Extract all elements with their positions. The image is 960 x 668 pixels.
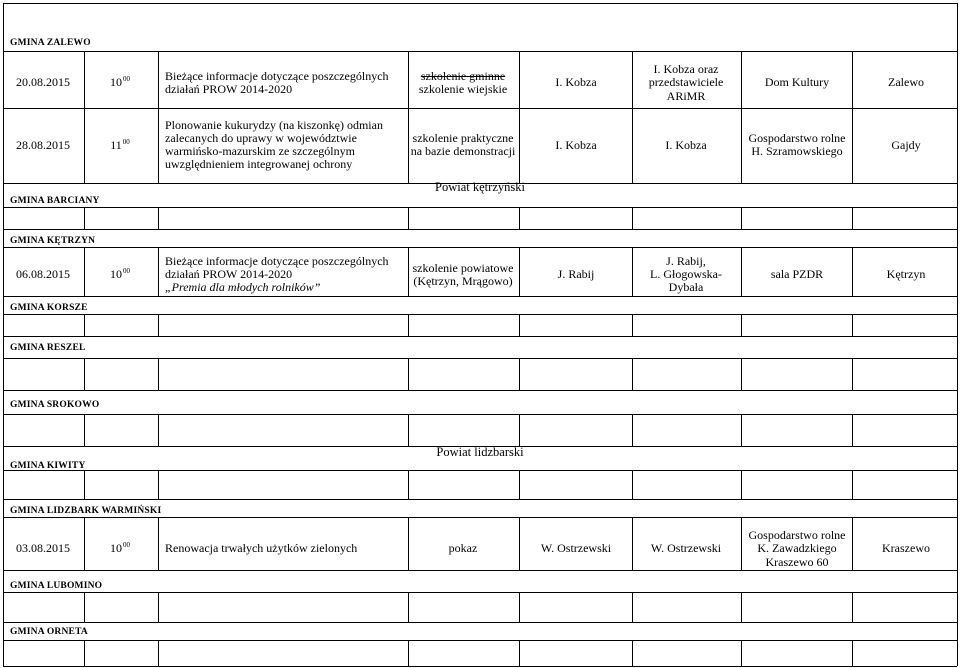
topic-line: warmińsko-mazurskim ze szczególnym (165, 144, 355, 158)
place-cell: Dom Kultury (764, 75, 830, 89)
section-header-barciany: GMINA BARCIANY (10, 196, 100, 206)
section-header-lidzbark: GMINA LIDZBARK WARMIŃSKI (10, 506, 162, 516)
section-header-srokowo: GMINA SROKOWO (10, 400, 100, 410)
lecturer-cell: W. Ostrzewski (650, 541, 722, 555)
form-line: szkolenie powiatowe (412, 261, 514, 275)
powiat-label-lidzbarski: Powiat lidzbarski (436, 445, 524, 459)
town-cell: Kętrzyn (886, 267, 926, 281)
powiat-label-ketrzynski: Powiat kętrzyński (435, 180, 525, 194)
form-cell: szkolenie wiejskie (418, 82, 508, 96)
topic-line: „Premia dla młodych rolników” (165, 280, 321, 294)
organizer-cell: J. Rabij (557, 267, 595, 281)
organizer-cell: I. Kobza (555, 138, 597, 152)
time-cell: $10^{00}$ (110, 267, 130, 281)
section-header-reszel: GMINA RESZEL (10, 343, 86, 353)
lecturer-line: L. Głogowska- (650, 267, 722, 281)
lecturer-line: J. Rabij, (666, 254, 706, 268)
topic-line: uwzględnieniem integrowanej ochrony (165, 157, 353, 171)
form-struck-cell: szkolenie gminne (420, 69, 506, 83)
form-line: (Kętrzyn, Mrągowo) (413, 274, 513, 288)
lecturer-line: ARiMR (666, 89, 706, 103)
place-line: H. Szramowskiego (751, 144, 843, 158)
section-header-orneta: GMINA ORNETA (10, 627, 88, 637)
organizer-cell: I. Kobza (555, 75, 597, 89)
section-header-lubomino: GMINA LUBOMINO (10, 581, 103, 591)
date-cell: 20.08.2015 (16, 75, 70, 89)
topic-cell: Renowacja trwałych użytków zielonych (165, 541, 358, 555)
place-line: Gospodarstwo rolne (748, 528, 846, 542)
place-line: Gospodarstwo rolne (748, 131, 846, 145)
lecturer-cell: I. Kobza (665, 138, 707, 152)
topic-line: działań PROW 2014-2020 (165, 267, 293, 281)
lecturer-line: I. Kobza oraz (653, 62, 719, 76)
topic-line: Bieżące informacje dotyczące poszczególnych (165, 254, 389, 268)
topic-line: zalecanych do uprawy w województwie (165, 131, 357, 145)
town-cell: Zalewo (888, 75, 924, 89)
date-cell: 06.08.2015 (16, 267, 70, 281)
place-line: K. Zawadzkiego (757, 541, 837, 555)
section-header-korsze: GMINA KORSZE (10, 303, 88, 313)
section-header-zalewo: GMINA ZALEWO (10, 38, 91, 48)
time-cell: $10^{00}$ (110, 75, 130, 89)
organizer-cell: W. Ostrzewski (540, 541, 612, 555)
topic-line: działań PROW 2014-2020 (165, 82, 293, 96)
topic-line: Plonowanie kukurydzy (na kiszonkę) odmian (165, 118, 383, 132)
form-line: szkolenie praktyczne (412, 131, 514, 145)
time-cell: $11^{00}$ (110, 138, 130, 152)
topic-line: Bieżące informacje dotyczące poszczególnych (165, 69, 389, 83)
section-header-ketrzyn: GMINA KĘTRZYN (10, 236, 96, 246)
section-header-kiwity: GMINA KIWITY (10, 461, 86, 471)
town-cell: Gajdy (891, 138, 921, 152)
date-cell: 28.08.2015 (16, 138, 70, 152)
form-cell: pokaz (448, 541, 478, 555)
lecturer-line: Dybała (668, 280, 704, 294)
place-cell: sala PZDR (770, 267, 824, 281)
lecturer-line: przedstawiciele (648, 75, 724, 89)
form-line: na bazie demonstracji (410, 144, 516, 158)
time-cell: $10^{00}$ (110, 541, 130, 555)
date-cell: 03.08.2015 (16, 541, 70, 555)
town-cell: Kraszewo (882, 541, 930, 555)
place-line: Kraszewo 60 (765, 555, 829, 569)
